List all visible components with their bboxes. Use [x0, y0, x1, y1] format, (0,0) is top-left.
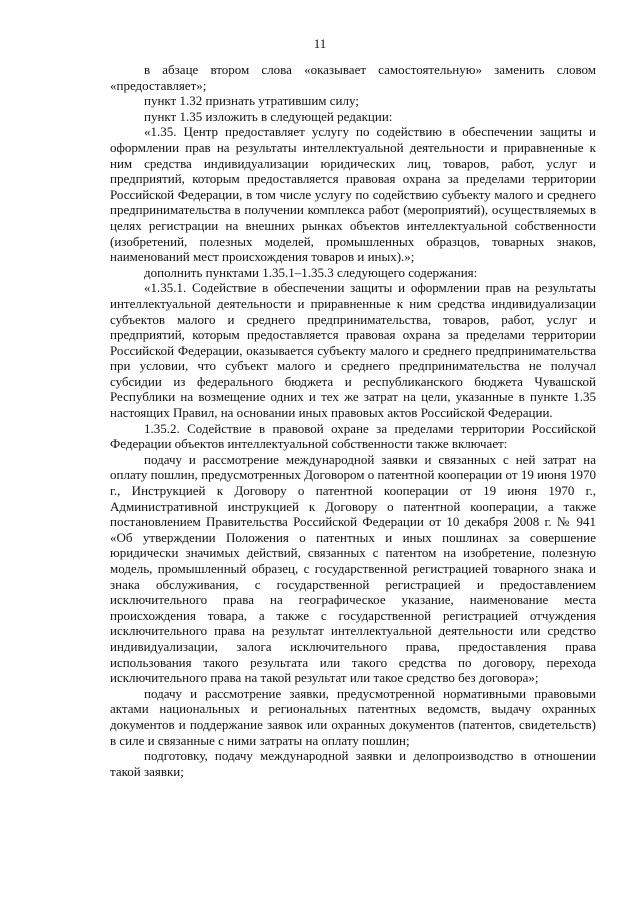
- paragraph-national-application: подачу и рассмотрение заявки, предусмотренной нормативными правовыми актами национальных и региональных патентных ведомств, выдачу охранных документов и поддержание заявок или охранных документов (патентов, свидетельств) в силе и связанные с ними затраты на оплату пошлин;: [110, 685, 596, 748]
- paragraph-clause-1-35-intro: пункт 1.35 изложить в следующей редакции:: [144, 108, 393, 124]
- paragraph-clause-1-35-2: 1.35.2. Содействие в правовой охране за пределами территории Российской Федерации объектов интеллектуальной собственности также включает:: [110, 420, 596, 452]
- paragraph-clause-1-32: пункт 1.32 признать утратившим силу;: [144, 93, 359, 109]
- document-body: [110, 62, 596, 779]
- paragraph-amend-abzac: в абзаце втором слова «оказывает самостоятельную» заменить словом «предоставляет»;: [110, 62, 596, 93]
- paragraph-add-clauses: дополнить пунктами 1.35.1–1.35.3 следующего содержания:: [144, 264, 478, 280]
- paragraph-preparation: подготовку, подачу международной заявки и делопроизводство в отношении такой заявки;: [110, 748, 596, 779]
- page-number: 11: [313, 36, 327, 51]
- paragraph-clause-1-35-text: «1.35. Центр предоставляет услугу по содействию в обеспечении защиты и оформлении прав на результаты интеллектуальной деятельности и приравненные к ним средства индивидуализации юридических лиц, товаров, работ, услуг и предприятий, которым предоставляется правовая охрана за пределами территории Российской Федерации, в том числе услугу по содействию субъекту малого и среднего предпринимательства в получении комплекса работ (мероприятий), осуществляемых в целях регистрации на внешних рынках объектов интеллектуальной собственности (изобретений, полезных моделей, промышленных образцов, товарных знаков, наименований мест происхождения товаров и иных).»;: [110, 124, 596, 265]
- paragraph-international-application: подачу и рассмотрение международной заявки и связанных с ней затрат на оплату пошлин, предусмотренных Договором о патентной кооперации от 19 июня 1970 г., Инструкцией к Договору о патентной кооперации от 19 июня 1970 г., Административной инструкцией к Договору о патентной кооперации, а также постановлением Правительства Российской Федерации от 10 декабря 2008 г. № 941 «Об утверждении Положения о патентных и иных пошлинах за совершение юридически значимых действий, связанных с патентом на изобретение, полезную модель, промышленный образец, с государственной регистрацией товарного знака и знака обслуживания, с государственной регистрацией и предоставлением исключительного права на географическое указание, наименование места происхождения товара, а также с государственной регистрацией отчуждения исключительного права на результат интеллектуальной деятельности или средство индивидуализации, залога исключительного права, предоставления права использования такого результата или такого средства по договору, перехода исключительного права на такой результат или такое средство без договора»;: [110, 451, 596, 686]
- paragraph-clause-1-35-1: «1.35.1. Содействие в обеспечении защиты и оформлении прав на результаты интеллектуальной деятельности и приравненные к ним средства индивидуализации субъектов малого и среднего предпринимательства, товаров, работ, услуг и предприятий, которым предоставляется правовая охрана за пределами территории Российской Федерации, оказывается субъекту малого и среднего предпринимательства при условии, что субъект малого и среднего предпринимательства не получал субсидии из федерального бюджета и республиканского бюджета Чувашской Республики на возмещение одних и тех же затрат на цели, указанные в пункте 1.35 настоящих Правил, на основании иных правовых актов Российской Федерации.: [110, 280, 596, 421]
